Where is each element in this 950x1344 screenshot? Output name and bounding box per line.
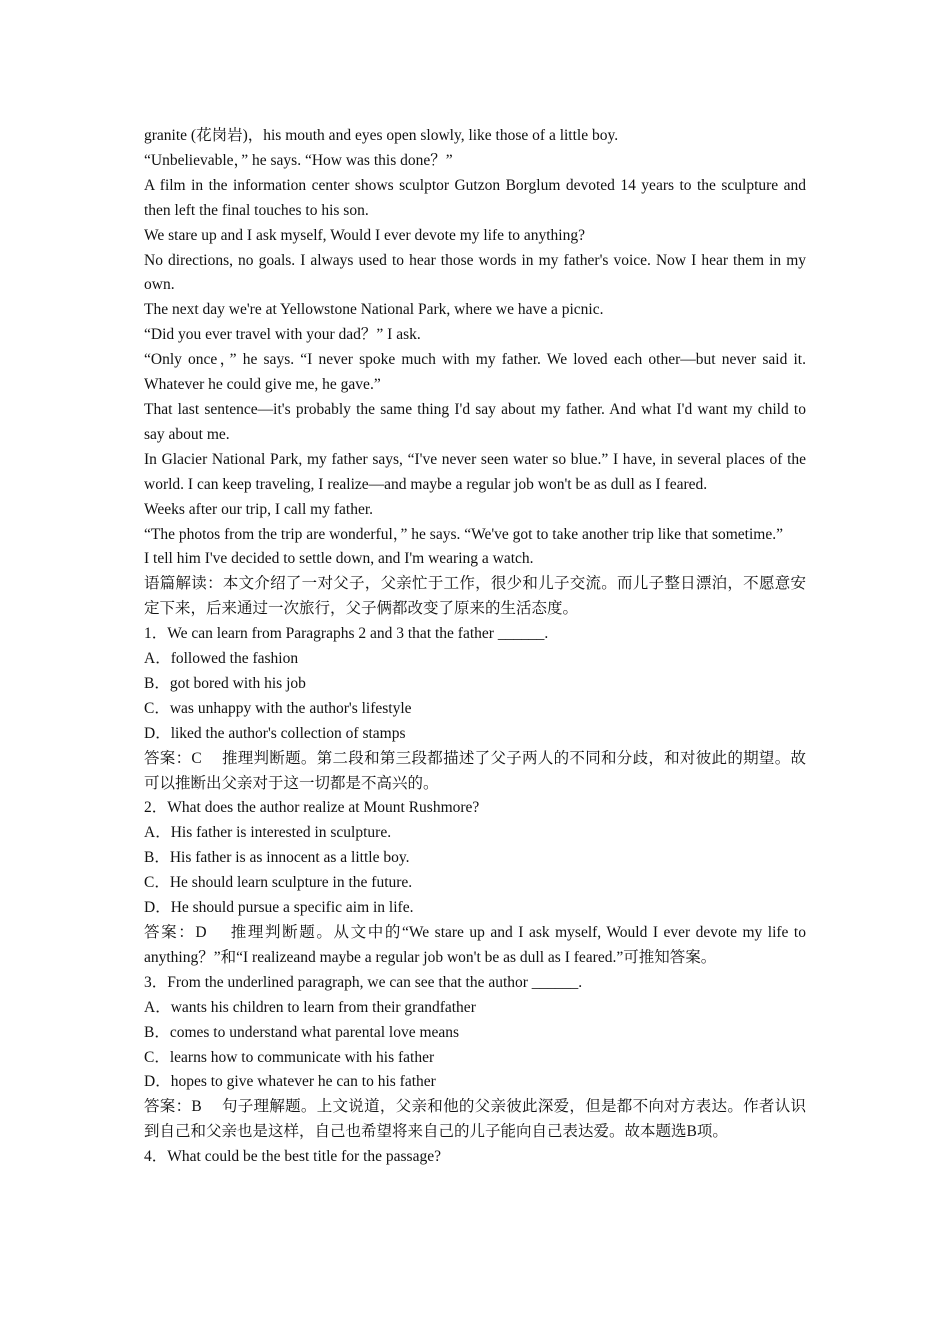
answer-option: B．His father is as innocent as a little boy.	[144, 849, 410, 867]
passage-paragraph: A film in the information center shows sculptor Gutzon Borglum devoted 14 years to the sculpture and then left the final touches to his son.	[144, 176, 806, 219]
question-stem: 3．From the underlined paragraph, we can see that the author ______.	[144, 973, 583, 991]
answer-explanation: 答案：C 推理判断题。第二段和第三段都描述了父子两人的不同和分歧，和对彼此的期望。故可以推断出父亲对于这一切都是不高兴的。	[144, 749, 806, 792]
answer-option: D．He should pursue a specific aim in life.	[144, 899, 414, 917]
passage-paragraph: We stare up and I ask myself, Would I ever devote my life to anything?	[144, 226, 585, 244]
passage-paragraph: The next day we're at Yellowstone National Park, where we have a picnic.	[144, 301, 604, 319]
passage-summary: 语篇解读：本文介绍了一对父子，父亲忙于工作，很少和儿子交流。而儿子整日漂泊，不愿意安定下来，后来通过一次旅行，父子俩都改变了原来的生活态度。	[144, 575, 806, 618]
passage-paragraph: Weeks after our trip, I call my father.	[144, 500, 374, 518]
passage-paragraph: “Unbelievable，” he says. “How was this done？”	[144, 151, 453, 169]
answer-option: A．wants his children to learn from their grandfather	[144, 998, 476, 1016]
passage-paragraph: “Did you ever travel with your dad？” I ask.	[144, 326, 421, 344]
answer-option: C．learns how to communicate with his father	[144, 1048, 435, 1066]
passage-paragraph: No directions, no goals. I always used to hear those words in my father's voice. Now I hear them in my own.	[144, 251, 806, 294]
passage-paragraph: I tell him I've decided to settle down, and I'm wearing a watch.	[144, 550, 534, 568]
answer-option: A．followed the fashion	[144, 650, 299, 668]
answer-option: B．got bored with his job	[144, 674, 306, 692]
answer-option: C．was unhappy with the author's lifestyle	[144, 699, 412, 717]
passage-paragraph: granite (花岗岩)，his mouth and eyes open slowly, like those of a little boy.	[144, 127, 619, 144]
question-stem: 1．We can learn from Paragraphs 2 and 3 that the father ______.	[144, 625, 549, 643]
question-stem: 2．What does the author realize at Mount Rushmore?	[144, 799, 480, 817]
passage-paragraph: In Glacier National Park, my father says, “I've never seen water so blue.” I have, in several places of the world. I can keep traveling, I realize—and maybe a regular job won't be as dull as I feared.	[144, 450, 806, 493]
question-stem: 4．What could be the best title for the passage?	[144, 1148, 441, 1166]
answer-option: C．He should learn sculpture in the future.	[144, 874, 413, 892]
answer-option: B．comes to understand what parental love means	[144, 1023, 460, 1041]
answer-option: D．liked the author's collection of stamps	[144, 724, 406, 742]
document-page	[144, 124, 806, 1170]
answer-option: D．hopes to give whatever he can to his father	[144, 1073, 436, 1091]
answer-explanation: 答案：B 句子理解题。上文说道，父亲和他的父亲彼此深爱，但是都不向对方表达。作者认识到自己和父亲也是这样，自己也希望将来自己的儿子能向自己表达爱。故本题选B项。	[144, 1098, 806, 1141]
answer-option: A．His father is interested in sculpture.	[144, 824, 392, 842]
passage-paragraph: That last sentence—it's probably the same thing I'd say about my father. And what I'd want my child to say about me.	[144, 400, 806, 443]
passage-paragraph: “The photos from the trip are wonderful，” he says. “We've got to take another trip like that sometime.”	[144, 525, 783, 543]
answer-explanation: 答案：D 推理判断题。从文中的“We stare up and I ask myself, Would I ever devote my life to anything？”和“I realizeand maybe a regular job won't be as dull as I feared.”可推知答案。	[144, 924, 806, 966]
passage-paragraph: “Only once，” he says. “I never spoke much with my father. We loved each other—but never said it. Whatever he could give me, he gave.”	[144, 351, 806, 394]
